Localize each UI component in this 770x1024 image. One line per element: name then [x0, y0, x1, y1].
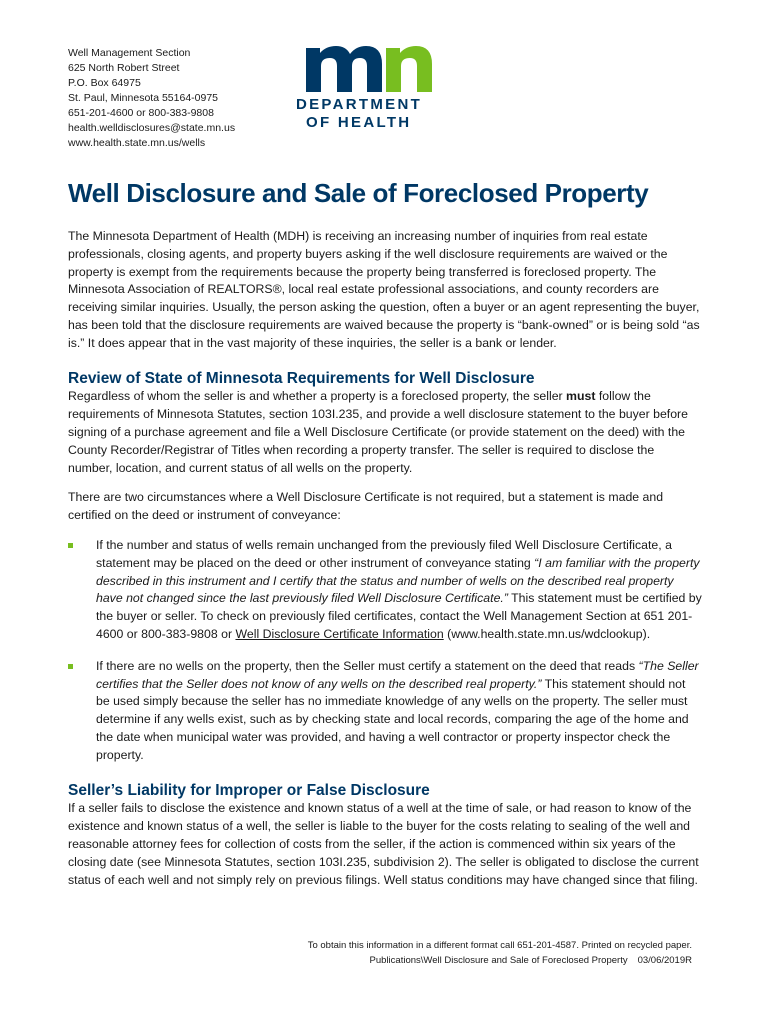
address-line: 625 North Robert Street — [68, 62, 180, 74]
bullet2-quote: “The Seller certifies that the Seller does not know of any wells on the described real property.” — [96, 658, 699, 691]
logo-line-department: DEPARTMENT — [296, 96, 423, 113]
page-title: Well Disclosure and Sale of Foreclosed Property — [68, 178, 649, 208]
list-item — [68, 537, 702, 644]
bullet1-quote: “I am familiar with the property described in this instrument and I certify that the status and number of wells on the described real property have not changed since the last previously filed Well Disclosure Certificate.” — [96, 555, 700, 606]
circumstances-paragraph: There are two circumstances where a Well Disclosure Certificate is not required, but a statement is made and certified on the deed or instrument of conveyance: — [68, 490, 664, 523]
address-line: P.O. Box 64975 — [68, 77, 141, 89]
contact-address-block — [68, 46, 235, 151]
footer-date: 03/06/2019R — [637, 955, 692, 966]
section-heading-requirements: Review of State of Minnesota Requirements for Well Disclosure — [68, 369, 535, 387]
square-bullet-icon — [68, 543, 73, 548]
well-disclosure-info-link[interactable]: Well Disclosure Certificate Information — [235, 626, 444, 641]
liability-paragraph: If a seller fails to disclose the existence and known status of a well at the time of sale, or had reason to know of the existence and known status of a well, the seller is liable to the buyer for the costs relating to sealing of the well and reasonable attorney fees for collection of costs from the seller, if the action is commenced within six years of the closing date (see Minnesota Statutes, section 103I.235, subdivision 2). The seller is obligated to disclose the current status of each well and not simply rely on previous filings. Well status conditions may have changed since that filing. — [68, 801, 699, 887]
circumstances-list — [68, 537, 702, 765]
footer-accessibility-note: To obtain this information in a different format call 651-201-4587. Printed on recycled paper. — [307, 940, 692, 951]
square-bullet-icon — [68, 664, 73, 669]
bullet1-text-b: This statement must be certified by the buyer or seller. To check on previously filed certificates, contact the Well Management Section at 651 201-4600 or 800-383-9808 or — [96, 591, 702, 641]
requirements-text-b: follow the requirements of Minnesota Statutes, section 103I.235, and provide a well disclosure statement to the buyer before signing of a purchase agreement and file a Well Disclosure Certificate (or provide statement on the deed) with the County Recorder/Registrar of Titles when recording a property transfer. The seller is required to disclose the number, location, and current status of all wells on the property. — [68, 389, 688, 475]
bullet1-text-a: If the number and status of wells remain unchanged from the previously filed Well Disclosure Certificate, a statement may be placed on the deed or other instrument of conveyance stating — [96, 537, 672, 570]
requirements-paragraph — [68, 388, 702, 477]
address-line: St. Paul, Minnesota 55164-0975 — [68, 92, 219, 104]
section-heading-liability: Seller’s Liability for Improper or False Disclosure — [68, 781, 430, 799]
requirements-must-bold: must — [566, 389, 596, 404]
bullet1-text-c: (www.health.state.mn.us/wdclookup). — [443, 626, 651, 641]
mdh-logo — [294, 44, 444, 132]
logo-line-of-health: OF HEALTH — [306, 114, 412, 131]
address-phone: 651-201-4600 or 800-383-9808 — [68, 107, 214, 119]
address-website: www.health.state.mn.us/wells — [68, 137, 206, 149]
list-item — [68, 658, 702, 765]
address-line: Well Management Section — [68, 47, 191, 59]
intro-paragraph: The Minnesota Department of Health (MDH) is receiving an increasing number of inquiries from real estate professionals, closing agents, and property buyers asking if the well disclosure requirements are waived or the property is exempt from the requirements because the property being transferred is foreclosed property. The Minnesota Association of REALTORS®, local real estate professional associations, and county recorders are receiving similar inquiries. Usually, the person asking the question, often a buyer or an agent representing the buyer, has been told that the disclosure requirements are waived because the property is “bank-owned” or is being sold “as is.” It does appear that in the vast majority of these inquiries, the seller is a bank or lender. — [68, 229, 700, 350]
requirements-text-a: Regardless of whom the seller is and whether a property is a foreclosed property, the seller — [68, 389, 567, 404]
bullet2-text-a: If there are no wells on the property, then the Seller must certify a statement on the deed that reads — [96, 658, 639, 673]
address-email: health.welldisclosures@state.mn.us — [68, 122, 236, 134]
mn-logo-mark-icon — [306, 44, 432, 92]
bullet2-text-b: This statement should not be used simply because the seller has no immediate knowledge of any wells on the property. The seller must determine if any wells exist, such as by checking state and local records, comparing the age of the home and the date when municipal water was provided, and having a well contractor or property inspector check the property. — [96, 676, 689, 762]
logo-wordmark — [294, 96, 444, 132]
document-body — [68, 228, 702, 901]
footer-publication-line — [308, 953, 692, 968]
page-footer — [308, 938, 692, 968]
footer-publication-path: Publications\Well Disclosure and Sale of Foreclosed Property — [369, 955, 628, 966]
